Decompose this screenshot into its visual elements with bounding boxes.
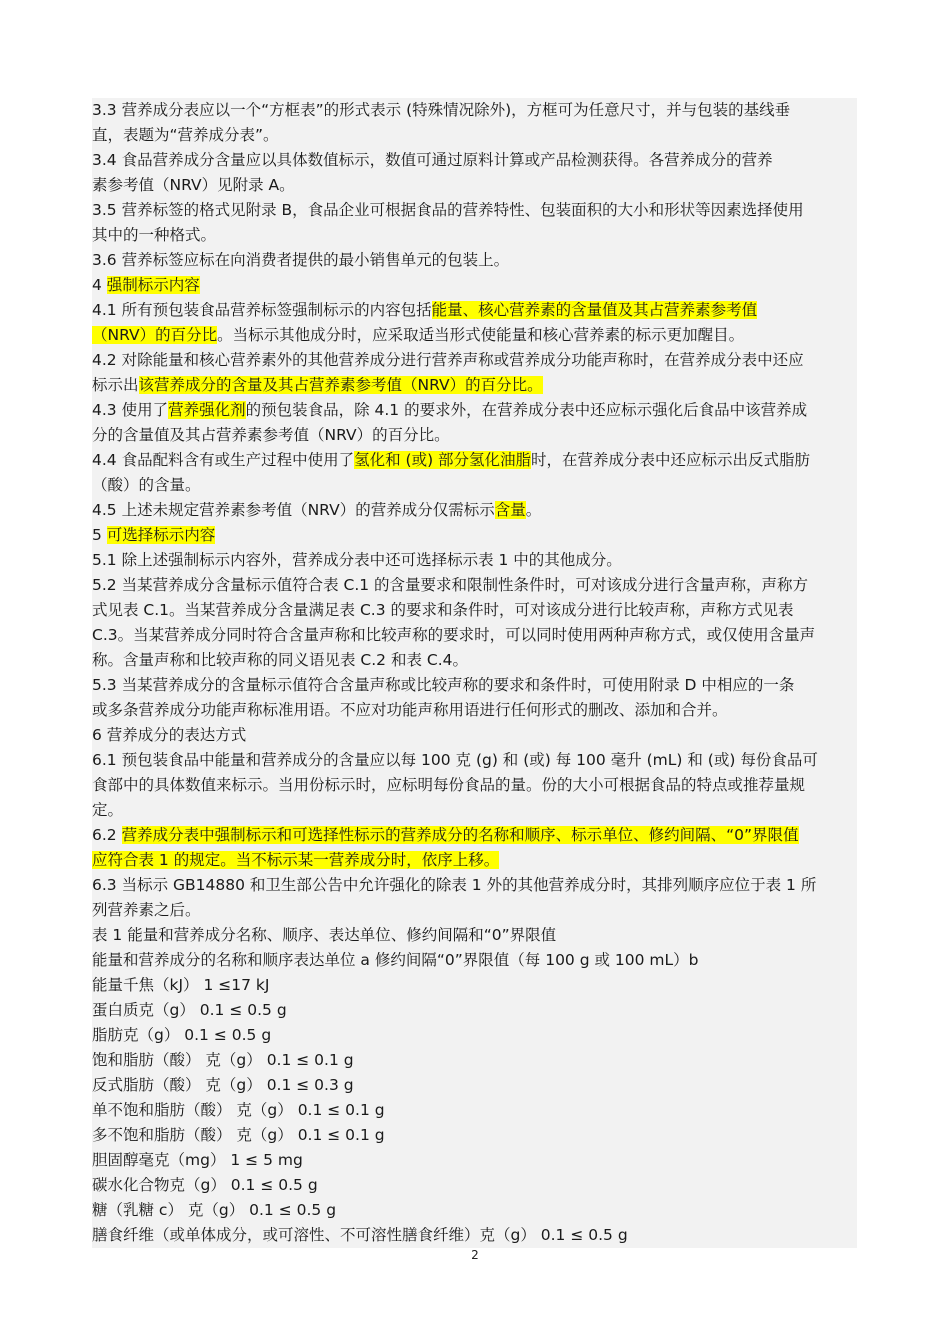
text-run: 糖（乳糖 c） 克（g） 0.1 ≤ 0.5 g [92, 1201, 337, 1219]
text-line [92, 373, 857, 398]
text-line [92, 1123, 857, 1148]
text-run: 3.4 食品营养成分含量应以具体数值标示，数值可通过原料计算或产品检测获得。各营养成分的营养 [92, 151, 773, 169]
text-line [92, 448, 857, 473]
text-line [92, 473, 857, 498]
text-line [92, 198, 857, 223]
text-line [92, 423, 857, 448]
text-run: 的预包装食品，除 4.1 的要求外，在营养成分表中还应标示强化后食品中该营养成 [245, 401, 808, 419]
text-line [92, 248, 857, 273]
text-run: 能量和营养成分的名称和顺序表达单位 a 修约间隔“0”界限值（每 100 g 或 100 mL）b [92, 951, 699, 969]
highlighted-text: 能量、核心营养素的含量值及其占营养素参考值 [431, 301, 758, 319]
text-run: 3.5 营养标签的格式见附录 B，食品企业可根据食品的营养特性、包装面积的大小和形状等因素选择使用 [92, 201, 804, 219]
text-line [92, 98, 857, 123]
page-number: 2 [471, 1248, 479, 1262]
text-run: 多不饱和脂肪（酸） 克（g） 0.1 ≤ 0.1 g [92, 1126, 385, 1144]
text-run: 式见表 C.1。当某营养成分含量满足表 C.3 的要求和条件时，可对该成分进行比较声称，声称方式见表 [92, 601, 794, 619]
text-line [92, 348, 857, 373]
highlighted-text: （NRV）的百分比 [92, 326, 218, 344]
text-line [92, 573, 857, 598]
text-run: （酸）的含量。 [92, 476, 201, 494]
highlighted-text: 该营养成分的含量及其占营养素参考值（NRV）的百分比。 [138, 376, 543, 394]
text-run: 饱和脂肪（酸） 克（g） 0.1 ≤ 0.1 g [92, 1051, 354, 1069]
text-line [92, 273, 857, 298]
text-run: 素参考值（NRV）见附录 A。 [92, 176, 295, 194]
text-line [92, 173, 857, 198]
highlighted-text: 应符合表 1 的规定。当不标示某一营养成分时，依序上移。 [92, 851, 500, 869]
text-run: 5.1 除上述强制标示内容外，营养成分表中还可选择标示表 1 中的其他成分。 [92, 551, 622, 569]
highlighted-text: 含量 [494, 501, 526, 519]
text-run: 分的含量值及其占营养素参考值（NRV）的百分比。 [92, 426, 450, 444]
text-line [92, 548, 857, 573]
text-line [92, 223, 857, 248]
text-run: 4 [92, 276, 107, 294]
text-line [92, 848, 857, 873]
text-line [92, 773, 857, 798]
text-run: 5.2 当某营养成分含量标示值符合表 C.1 的含量要求和限制性条件时，可对该成分进行含量声称，声称方 [92, 576, 809, 594]
text-line [92, 873, 857, 898]
text-run: 6.1 预包装食品中能量和营养成分的含量应以每 100 克 (g) 和 (或) 每 100 毫升 (mL) 和 (或) 每份食品可 [92, 751, 818, 769]
highlighted-text: 营养成分表中强制标示和可选择性标示的营养成分的名称和顺序、标示单位、修约间隔、“0”界限值 [121, 826, 799, 844]
text-run: 3.6 营养标签应标在向消费者提供的最小销售单元的包装上。 [92, 251, 510, 269]
highlighted-text: 营养强化剂 [168, 401, 246, 419]
text-run: 碳水化合物克（g） 0.1 ≤ 0.5 g [92, 1176, 318, 1194]
text-line [92, 648, 857, 673]
text-line [92, 673, 857, 698]
text-run: 时，在营养成分表中还应标示出反式脂肪 [531, 451, 811, 469]
text-line [92, 723, 857, 748]
text-line [92, 598, 857, 623]
text-line [92, 623, 857, 648]
text-line [92, 498, 857, 523]
text-line [92, 323, 857, 348]
text-line [92, 748, 857, 773]
text-run: 能量千焦（kJ） 1 ≤17 kJ [92, 976, 270, 994]
text-line [92, 798, 857, 823]
text-run: 。当标示其他成分时，应采取适当形式使能量和核心营养素的标示更加醒目。 [217, 326, 745, 344]
text-run: 6.2 [92, 826, 122, 844]
text-line [92, 1223, 857, 1248]
text-line [92, 123, 857, 148]
text-run: 蛋白质克（g） 0.1 ≤ 0.5 g [92, 1001, 287, 1019]
text-line [92, 1198, 857, 1223]
text-run: 定。 [92, 801, 124, 819]
text-run: 脂肪克（g） 0.1 ≤ 0.5 g [92, 1026, 272, 1044]
text-line [92, 1023, 857, 1048]
text-line [92, 398, 857, 423]
text-run: 食部中的具体数值来标示。当用份标示时，应标明每份食品的量。份的大小可根据食品的特点或推荐量规 [92, 776, 806, 794]
document-body [92, 98, 857, 1248]
text-run: 反式脂肪（酸） 克（g） 0.1 ≤ 0.3 g [92, 1076, 354, 1094]
text-run: 5 [92, 526, 107, 544]
text-line [92, 298, 857, 323]
text-run: 单不饱和脂肪（酸） 克（g） 0.1 ≤ 0.1 g [92, 1101, 385, 1119]
text-line [92, 1173, 857, 1198]
text-run: 4.4 食品配料含有或生产过程中使用了 [92, 451, 355, 469]
text-run: 。 [525, 501, 542, 519]
text-line [92, 948, 857, 973]
text-run: 胆固醇毫克（mg） 1 ≤ 5 mg [92, 1151, 303, 1169]
text-line [92, 1048, 857, 1073]
text-run: 6 营养成分的表达方式 [92, 726, 247, 744]
text-line [92, 823, 857, 848]
text-run: 标示出 [92, 376, 139, 394]
text-run: 4.5 上述未规定营养素参考值（NRV）的营养成分仅需标示 [92, 501, 495, 519]
text-run: 其中的一种格式。 [92, 226, 217, 244]
text-run: 称。含量声称和比较声称的同义语见表 C.2 和表 C.4。 [92, 651, 469, 669]
text-run: 列营养素之后。 [92, 901, 201, 919]
text-line [92, 698, 857, 723]
text-run: 表 1 能量和营养成分名称、顺序、表达单位、修约间隔和“0”界限值 [92, 926, 557, 944]
text-line [92, 523, 857, 548]
text-line [92, 973, 857, 998]
highlighted-text: 强制标示内容 [106, 276, 200, 294]
text-line [92, 148, 857, 173]
text-line [92, 923, 857, 948]
text-run: 直，表题为“营养成分表”。 [92, 126, 279, 144]
text-line [92, 898, 857, 923]
text-line [92, 998, 857, 1023]
text-run: 3.3 营养成分表应以一个“方框表”的形式表示 (特殊情况除外)，方框可为任意尺寸，并与包装的基线垂 [92, 101, 791, 119]
text-run: 4.2 对除能量和核心营养素外的其他营养成分进行营养声称或营养成分功能声称时，在营养成分表中还应 [92, 351, 804, 369]
text-run: 4.3 使用了 [92, 401, 169, 419]
text-run: 或多条营养成分功能声称标准用语。不应对功能声称用语进行任何形式的删改、添加和合并。 [92, 701, 728, 719]
text-line [92, 1148, 857, 1173]
text-line [92, 1073, 857, 1098]
text-line [92, 1098, 857, 1123]
highlighted-text: 可选择标示内容 [106, 526, 216, 544]
text-run: 4.1 所有预包装食品营养标签强制标示的内容包括 [92, 301, 432, 319]
text-run: 6.3 当标示 GB14880 和卫生部公告中允许强化的除表 1 外的其他营养成分时，其排列顺序应位于表 1 所 [92, 876, 817, 894]
text-run: 膳食纤维（或单体成分，或可溶性、不可溶性膳食纤维）克（g） 0.1 ≤ 0.5 g [92, 1226, 628, 1244]
highlighted-text: 氢化和 (或) 部分氢化油脂 [354, 451, 532, 469]
text-run: 5.3 当某营养成分的含量标示值符合含量声称或比较声称的要求和条件时，可使用附录 D 中相应的一条 [92, 676, 795, 694]
text-run: C.3。当某营养成分同时符合含量声称和比较声称的要求时，可以同时使用两种声称方式，或仅使用含量声 [92, 626, 816, 644]
